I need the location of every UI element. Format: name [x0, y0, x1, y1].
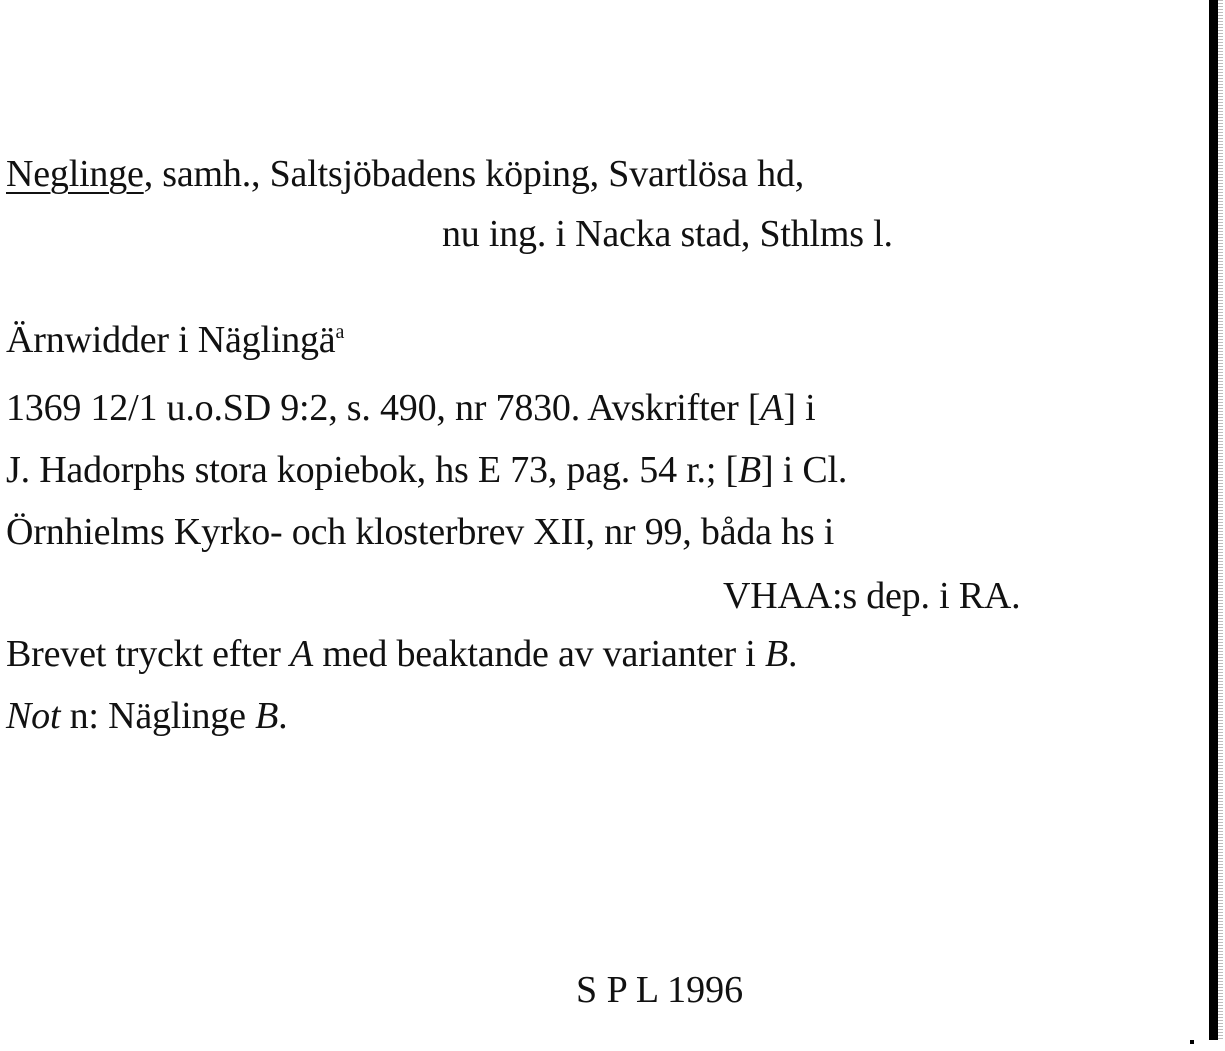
heading-continuation: nu ing. i Nacka stad, Sthlms l.: [442, 213, 893, 255]
source-line-1-text: 1369 12/1 u.o.SD 9:2, s. 490, nr 7830. Avskrifter [: [6, 387, 761, 429]
footnote-text: n: Näglinge: [60, 695, 256, 737]
footnote-end: .: [278, 695, 288, 737]
print-siglum-a: A: [290, 633, 314, 675]
source-line-2: [6, 448, 847, 492]
source-line-2-end: ] i Cl.: [760, 449, 848, 491]
print-siglum-b: B: [764, 633, 788, 675]
footnote: [6, 694, 287, 738]
note-marker: a: [335, 321, 345, 343]
print-note-end: .: [787, 633, 798, 675]
scan-edge-hatch: [1218, 0, 1223, 1040]
print-note-mid: med beaktande av varianter i: [313, 633, 765, 675]
source-line-2-text: J. Hadorphs stora kopiebok, hs E 73, pag. 54 r.; [: [6, 449, 738, 491]
copy-siglum-b: B: [737, 449, 761, 491]
scan-edge-bar: [1209, 0, 1218, 1040]
copy-siglum-a: A: [760, 387, 784, 429]
attested-form-text: Ärnwidder i Näglingä: [6, 319, 336, 361]
source-line-3: Örnhielms Kyrko- och klosterbrev XII, nr 99, båda hs i: [6, 511, 835, 553]
scan-speck: [1190, 1040, 1194, 1044]
footnote-label: Not: [6, 695, 61, 737]
heading-line: [6, 152, 804, 196]
signature: S P L 1996: [576, 969, 744, 1011]
place-name: Neglinge: [6, 153, 144, 195]
source-line-1-end: ] i: [783, 387, 816, 429]
attested-form: [6, 318, 344, 362]
print-note-text: Brevet tryckt efter: [6, 633, 291, 675]
footnote-siglum-b: B: [255, 695, 279, 737]
source-line-1: [6, 386, 816, 430]
source-line-4: VHAA:s dep. i RA.: [723, 575, 1021, 617]
place-description: , samh., Saltsjöbadens köping, Svartlösa hd,: [143, 153, 805, 195]
print-note: [6, 632, 797, 676]
